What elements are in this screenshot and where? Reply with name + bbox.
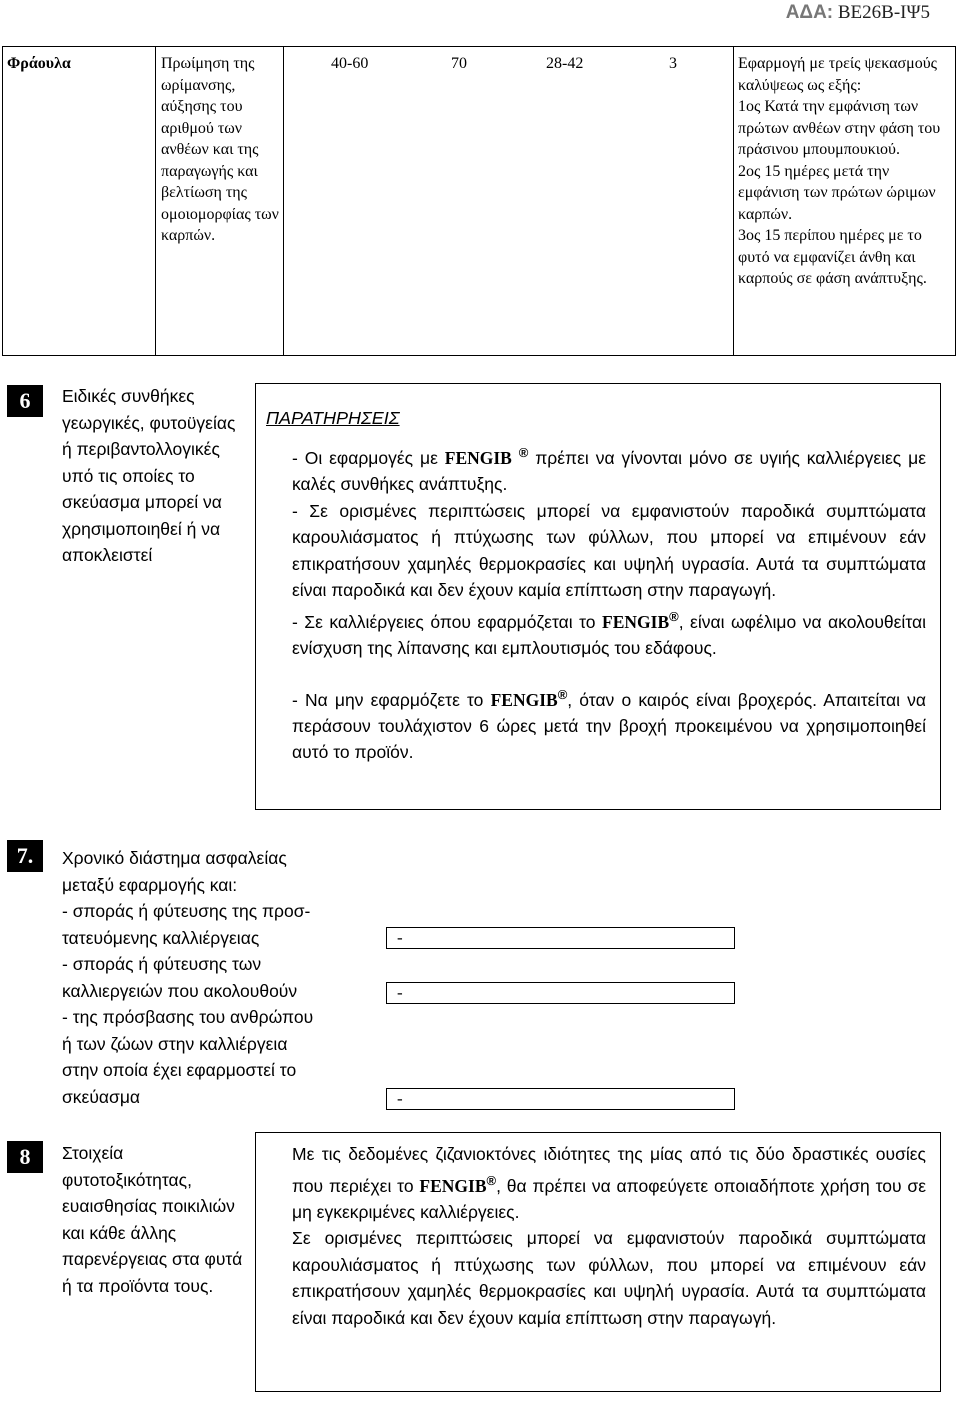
observation-4: - Να μην εφαρμόζετε το FENGIB®, όταν ο καιρός είναι βροχερός. Απαιτείται να περάσουν τουλάχιστον 6 ώρες μετά την βροχή προκειμένου να χρησιμοποιηθεί αυτό το προϊόν. [292,686,926,763]
application-purpose: Πρωίμηση της ωρίμανσης, αύξησης του αριθμού των ανθέων και της παραγωγής και βελτίωση της ομοιομορφίας των καρπών. [161,55,279,244]
section-7-number: 7. [7,840,43,872]
dose-value: 40-60 [331,55,369,72]
phytotoxicity-text [292,1141,926,1331]
ada-label: ΑΔΑ: [785,2,834,23]
ada-code: ΒΕ26Β-ΙΨ5 [837,2,930,23]
observation-3: - Σε καλλιέργειες όπου εφαρμόζεται το FENGIB®, είναι ωφέλιμο να ακολουθείται ενίσχυση της λίπανσης και εμπλουτισμός του εδάφους. [292,608,926,659]
interval-days: 28-42 [546,55,584,72]
table-divider [733,47,734,355]
ada-header [786,2,930,24]
note-line: 3ος 15 περίπου ημέρες με το φυτό να εμφανίζει άνθη και καρπούς σε φάση ανάπτυξης. [738,227,927,287]
observation-2: - Σε ορισμένες περιπτώσεις μπορεί να εμφανιστούν παροδικά συμπτώματα καρουλιάσματος ή πτύχωσης των φύλλων, που μπορεί να επιμένουν εάν επικρατήσουν χαμηλές θερμοκρασίες και υψηλή υγρασία. Αυτά τα συμπτώματα είναι παροδικά και δεν έχουν καμία επίπτωση στην παραγωγή. [292,500,926,601]
section-6-number: 6 [7,385,43,417]
interval-following-crops-field: - [386,982,735,1004]
observation-1: - Οι εφαρμογές με FENGIB ® πρέπει να γίνονται μόνο σε υγιής καλλιέργειες με καλές συνθήκες ανάπτυξης. [292,445,926,495]
note-line: 1ος Κατά την εμφάνιση των πρώτων ανθέων στην φάση του πράσινου μπουμπουκιού. [738,98,941,158]
interval-access-field: - [386,1088,735,1110]
section-8-number: 8 [7,1141,43,1173]
observations-text [292,440,926,766]
table-divider [155,47,156,355]
dosage-table-row [2,46,956,356]
note-line: 2ος 15 ημέρες μετά την εμφάνιση των πρώτων ώριμων καρπών. [738,162,936,223]
section-8-label: Στοιχεία φυτοτοξικότητας, ευαισθησίας ποικιλιών και κάθε άλλης παρενέργειας στα φυτά ή τα προϊόντα τους. [62,1143,243,1296]
note-line: Εφαρμογή με τρείς ψεκασμούς καλύψεως ως εξής: [738,55,937,94]
phytotoxicity-box [255,1132,941,1392]
application-notes [738,53,953,290]
spray-volume: 70 [451,55,467,72]
phytotoxicity-paragraph-1: Με τις δεδομένες ζιζανιοκτόνες ιδιότητες της μίας από τις δύο δραστικές ουσίες που περιέχει το FENGIB®, θα πρέπει να αποφεύγετε οποιαδήποτε χρήση του σε μη εγκεκριμένες καλλιέργειες. [292,1144,926,1222]
crop-name: Φράουλα [7,55,71,72]
table-divider [283,47,284,355]
phytotoxicity-paragraph-2: Σε ορισμένες περιπτώσεις μπορεί να εμφανιστούν παροδικά συμπτώματα καρουλιάσματος ή πτύχωσης των φύλλων, που μπορεί να επιμένουν εάν επικρατήσουν χαμηλές θερμοκρασίες και υψηλή υγρασία. Αυτά τα συμπτώματα είναι παροδικά και δεν έχουν καμία επίπτωση στην παραγωγή. [292,1228,926,1328]
observations-title: ΠΑΡΑΤΗΡΗΣΕΙΣ [266,408,400,428]
safety-interval-label: Χρονικό διάστημα ασφαλείας μεταξύ εφαρμογής και: - σποράς ή φύτευσης της προσ- τατευόμενης καλλιέργειας - σποράς ή φύτευσης των καλλιεργειών που ακολουθούν - της πρόσβασης του ανθρώπου ή των ζώων στην καλλιέργεια στην οποία έχει εφαρμοστεί το σκεύασμα [62,848,314,1107]
observations-box [255,383,941,810]
interval-crop-field: - [386,927,735,949]
section-6-label: Ειδικές συνθήκες γεωργικές, φυτοϋγείας ή περιβαντολλογικές υπό τις οποίες το σκεύασμα μπορεί να χρησιμοποιηθεί ή να αποκλειστεί [62,386,236,565]
max-applications: 3 [669,55,677,72]
